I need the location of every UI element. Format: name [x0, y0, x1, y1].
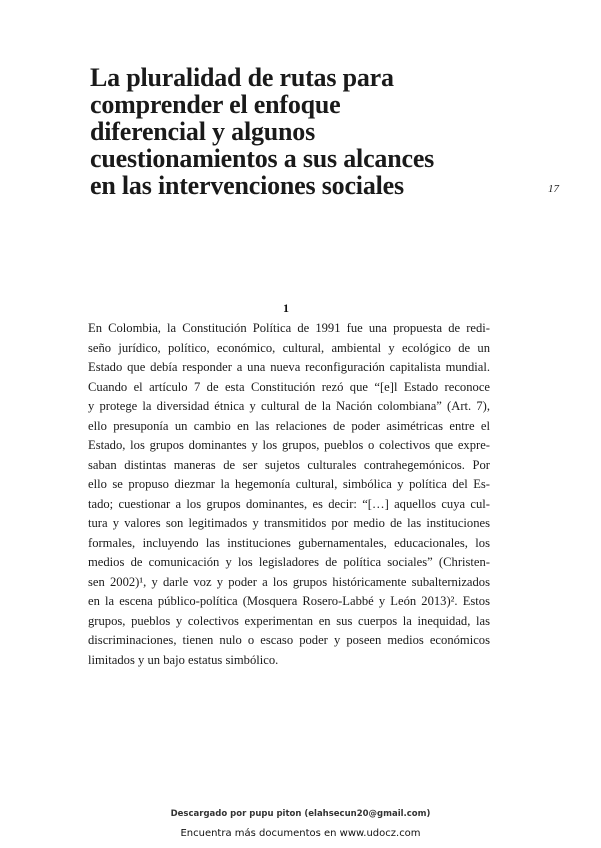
paragraph-line: sen 2002)¹, y darle voz y poder a los grupos históricamente subalternizados	[88, 574, 490, 589]
paragraph-line: y protege la diversidad étnica y cultural de la Nación colombiana” (Art. 7),	[88, 399, 490, 413]
paragraph-line: en la escena público-política (Mosquera Rosero-Labbé y León 2013)². Estos	[88, 594, 490, 608]
more-documents-link[interactable]: Encuentra más documentos en www.udocz.com	[180, 828, 421, 839]
chapter-title-line: diferencial y algunos	[90, 117, 316, 146]
chapter-title-line: comprender el enfoque	[90, 90, 341, 119]
body-paragraph	[88, 319, 490, 670]
paragraph-line: formales, incluyendo las instituciones gubernamentales, educacionales, los	[88, 535, 490, 550]
paragraph-line: grupos, pueblos y colectivos experimentan en sus cuerpos la inequidad, las	[88, 613, 490, 628]
chapter-title-line: cuestionamientos a sus alcances	[90, 144, 435, 173]
paragraph-line: seño jurídico, político, económico, cultural, ambiental y ecológico de un	[88, 340, 490, 355]
chapter-title-line: La pluralidad de rutas para	[90, 63, 394, 92]
chapter-title	[90, 64, 510, 199]
section-number: 1	[283, 301, 289, 315]
paragraph-line: discriminaciones, tienen nulo o escaso poder y poseen medios económicos	[88, 633, 490, 647]
paragraph-line: ello se propuso diezmar la hegemonía cultural, simbólica y política del Es-	[88, 477, 490, 491]
paragraph-line: Cuando el artículo 7 de esta Constitución rezó que “[e]l Estado reconoce	[88, 379, 490, 394]
paragraph-line: tura y valores son legitimados y transmitidos por medio de las instituciones	[88, 516, 490, 530]
paragraph-line: En Colombia, la Constitución Política de 1991 fue una propuesta de redi-	[88, 321, 490, 335]
paragraph-line: Estado que debía responder a una nueva reconfiguración capitalista mundial.	[88, 360, 490, 374]
chapter-title-line: en las intervenciones sociales	[90, 171, 404, 200]
paragraph-line: Estado, los grupos dominantes y los grupos, pueblos o colectivos que expre-	[88, 438, 490, 452]
paragraph-line: tado; cuestionar a los grupos dominantes, es decir: “[…] aquellos cuya cul-	[88, 496, 490, 511]
download-note: Descargado por pupu piton (elahsecun20@gmail.com)	[170, 809, 431, 819]
paragraph-line: saban distintas maneras de ser sujetos culturales contrahegemónicos. Por	[88, 457, 490, 472]
paragraph-line: limitados y un bajo estatus simbólico.	[88, 652, 279, 667]
paragraph-line: ello presuponía un cambio en las relaciones de poder asimétricas entre el	[88, 418, 490, 433]
page-number: 17	[548, 183, 559, 195]
paragraph-line: medios de comunicación y los legisladores de política sociales” (Christen-	[88, 555, 490, 569]
